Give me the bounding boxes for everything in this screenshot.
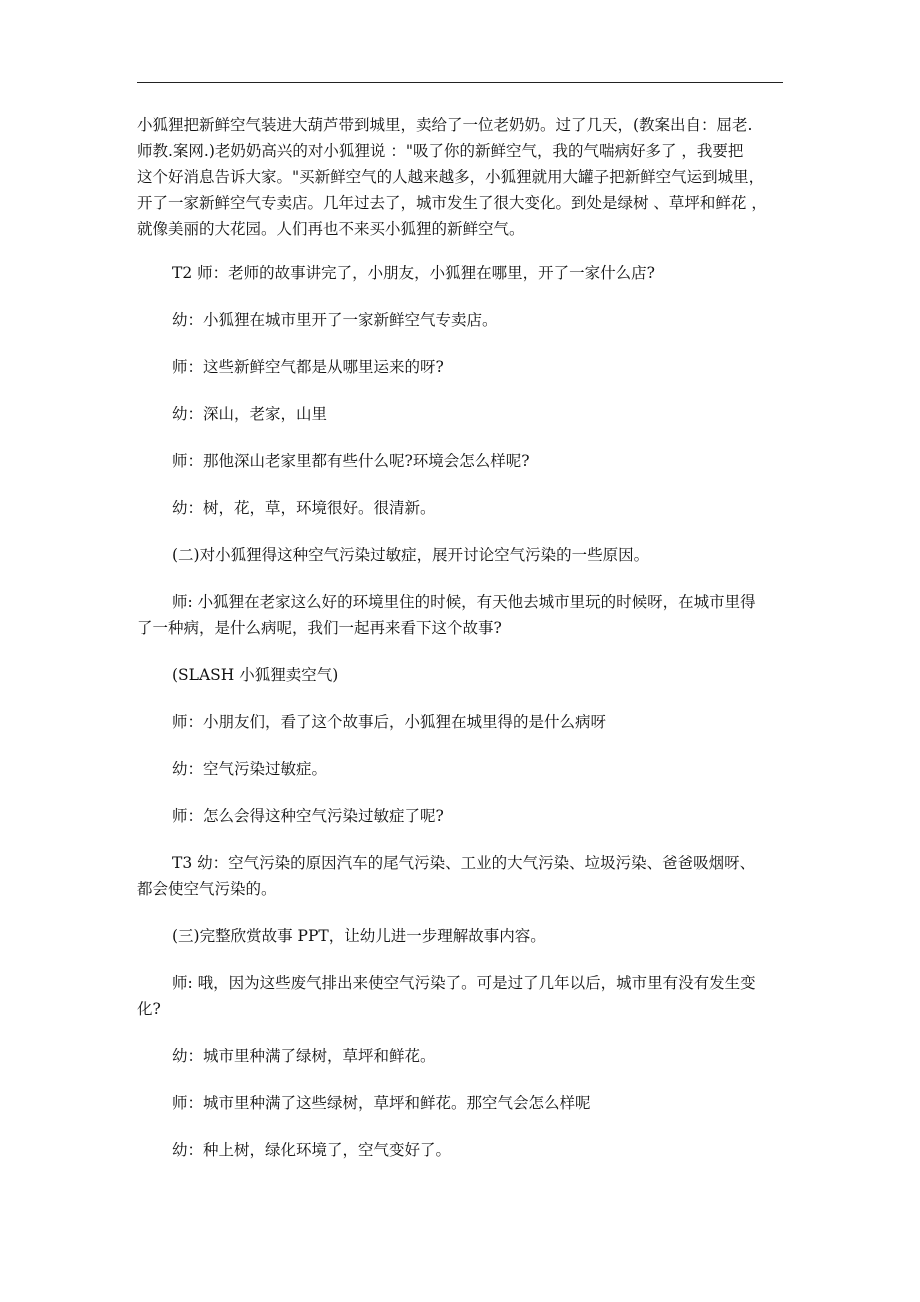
dialogue-line: 幼：深山，老家，山里: [172, 405, 328, 423]
dialogue-line: 幼：小狐狸在城市里开了一家新鲜空气专卖店。: [172, 311, 498, 329]
intro-line: 这个好消息告诉大家。"买新鲜空气的人越来越多，小狐狸就用大罐子把新鲜空气运到城里，: [137, 168, 765, 186]
section-heading: (三)完整欣赏故事 PPT，让幼儿进一步理解故事内容。: [172, 927, 546, 945]
dialogue-line: 幼：树，花，草，环境很好。很清新。: [172, 499, 436, 517]
dialogue-line: 化?: [137, 1000, 161, 1018]
dialogue-line: (SLASH 小狐狸卖空气): [172, 666, 339, 684]
dialogue-line: 师：怎么会得这种空气污染过敏症了呢?: [172, 807, 444, 825]
dialogue-line: 幼：城市里种满了绿树，草坪和鲜花。: [172, 1047, 436, 1065]
dialogue-line: 师：那他深山老家里都有些什么呢?环境会怎么样呢?: [172, 452, 530, 470]
dialogue-line: 幼：空气污染过敏症。: [172, 760, 328, 778]
intro-line: 师教.案网.)老奶奶高兴的对小狐狸说 ："吸了你的新鲜空气，我的气喘病好多了 ，我要把: [137, 142, 744, 160]
dialogue-line: 幼：种上树，绿化环境了，空气变好了。: [172, 1141, 452, 1159]
dialogue-line: 师：这些新鲜空气都是从哪里运来的呀?: [172, 358, 444, 376]
intro-line: 小狐狸把新鲜空气装进大葫芦带到城里，卖给了一位老奶奶。过了几天，(教案出自：屈老.: [137, 116, 753, 134]
dialogue-line: 了一种病，是什么病呢，我们一起再来看下这个故事?: [137, 619, 502, 637]
dialogue-line: 师: 小狐狸在老家这么好的环境里住的时候，有天他去城市里玩的时候呀，在城市里得: [172, 593, 756, 611]
header-rule: [137, 82, 783, 83]
intro-line: 就像美丽的大花园。人们再也不来买小狐狸的新鲜空气。: [137, 220, 525, 238]
dialogue-line: T2 师：老师的故事讲完了，小朋友，小狐狸在哪里，开了一家什么店?: [172, 264, 655, 282]
dialogue-line: T3 幼：空气污染的原因汽车的尾气污染、工业的大气污染、垃圾污染、爸爸吸烟呀、: [172, 854, 756, 872]
dialogue-line: 师：城市里种满了这些绿树，草坪和鲜花。那空气会怎么样呢: [172, 1094, 591, 1112]
intro-line: 开了一家新鲜空气专卖店。几年过去了，城市发生了很大变化。到处是绿树 、草坪和鲜花 ，: [137, 194, 767, 212]
dialogue-line: 都会使空气污染的。: [137, 880, 277, 898]
dialogue-line: 师：小朋友们，看了这个故事后，小狐狸在城里得的是什么病呀: [172, 713, 607, 731]
section-heading: (二)对小狐狸得这种空气污染过敏症，展开讨论空气污染的一些原因。: [172, 546, 650, 564]
dialogue-line: 师: 哦，因为这些废气排出来使空气污染了。可是过了几年以后，城市里有没有发生变: [172, 974, 756, 992]
